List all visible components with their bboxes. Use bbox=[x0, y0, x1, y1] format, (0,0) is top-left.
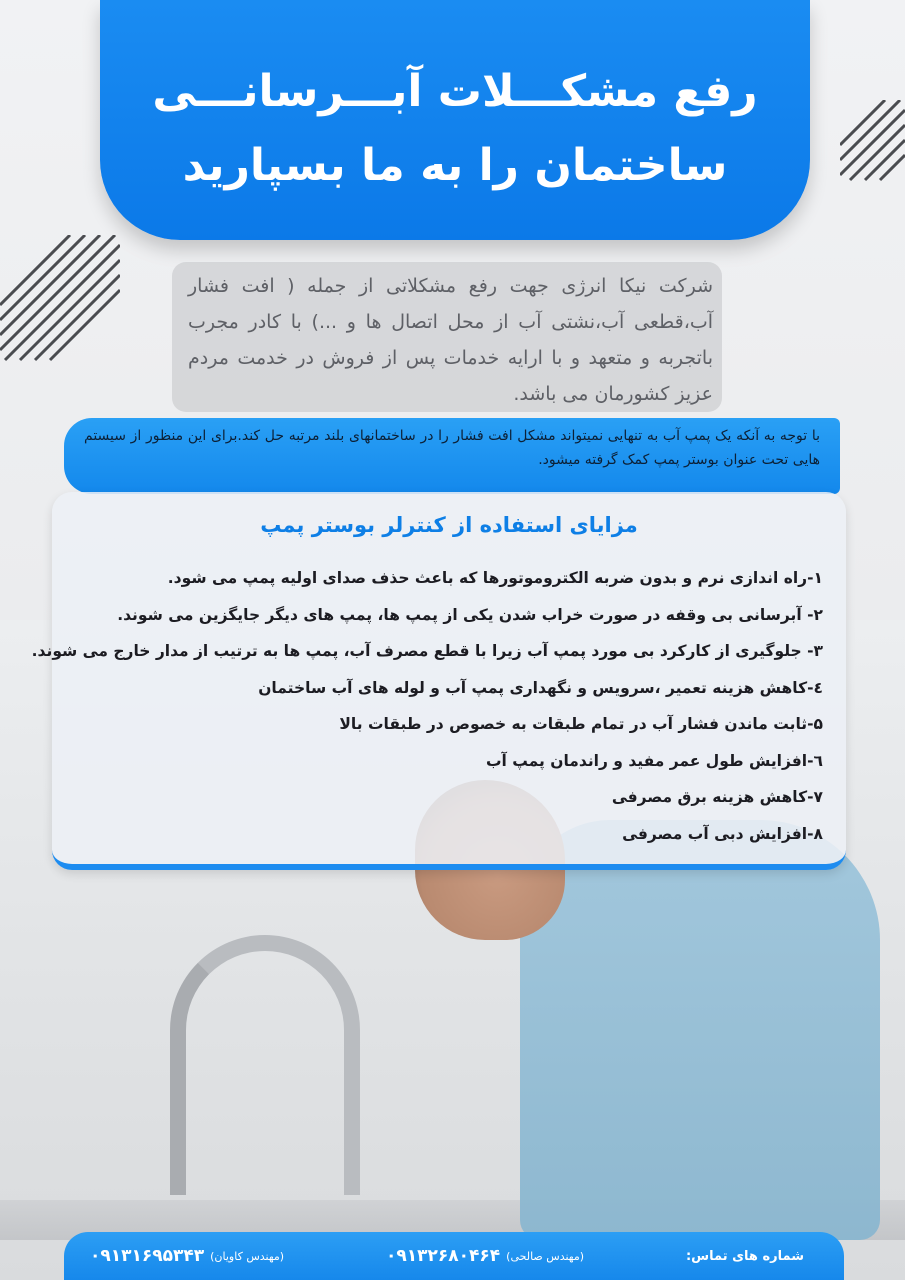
benefit-item: ۱-راه اندازی نرم و بدون ضربه الکتروموتورها که باعث حذف صدای اولیه پمپ می شود. bbox=[167, 569, 823, 587]
contact-phone[interactable]: ۰۹۱۳۱۶۹۵۳۴۳ bbox=[90, 1246, 205, 1266]
hatch-pattern-right bbox=[840, 100, 905, 230]
benefit-item: ٦-افزایش طول عمر مفید و راندمان پمپ آب bbox=[485, 751, 823, 770]
note-text: با توجه به آنکه یک پمپ آب به تنهایی نمیتواند مشکل افت فشار را در ساختمانهای بلند مرتبه حل کند.برای این منظور از سیستم هایی تحت عنوان بوستر پمپ کمک گرفته میشود. bbox=[84, 428, 820, 468]
man-image bbox=[520, 820, 880, 1240]
contact-name: (مهندس صالحی) bbox=[506, 1249, 585, 1263]
faucet-image bbox=[170, 935, 360, 1195]
benefits-title: مزایای استفاده از کنترلر بوستر پمپ bbox=[260, 513, 638, 537]
contact-row bbox=[90, 1238, 804, 1274]
benefit-item: ۷-کاهش هزینه برق مصرفی bbox=[611, 788, 823, 806]
page-title: رفع مشکـــلات آبـــرسانـــی ساختمان را به ما بسپارید bbox=[152, 66, 758, 191]
contact-label: شماره های تماس: bbox=[685, 1248, 804, 1264]
benefit-item: ۳- جلوگیری از کارکرد بی مورد پمپ آب زیرا با قطع مصرف آب، پمپ ها به ترتیب از مدار خارج می شوند. bbox=[31, 642, 823, 660]
contact-entry bbox=[90, 1246, 284, 1266]
benefit-item: ۲- آبرسانی بی وقفه در صورت خراب شدن یکی از پمپ ها، پمپ های دیگر جایگزین می شوند. bbox=[117, 605, 823, 624]
benefit-item: ۸-افزایش دبی آب مصرفی bbox=[622, 824, 823, 843]
benefits-list bbox=[31, 560, 823, 852]
hatch-pattern-left bbox=[0, 235, 120, 375]
benefit-item: ٤-کاهش هزینه تعمیر ،سرویس و نگهداری پمپ آب و لوله های آب ساختمان bbox=[258, 678, 823, 697]
contact-name: (مهندس کاویان) bbox=[210, 1249, 285, 1263]
contact-phone[interactable]: ۰۹۱۳۲۶۸۰۴۶۴ bbox=[386, 1246, 501, 1266]
contact-entry bbox=[386, 1246, 584, 1266]
intro-text: شرکت نیکا انرژی جهت رفع مشکلاتی از جمله ( افت فشار آب،قطعی آب،نشتی آب از محل اتصال ها و ...) با کادر مجرب باتجربه و متعهد و با ارایه خدمات پس از فروش در خدمت مردم عزیز کشورمان می باشد. bbox=[188, 275, 713, 405]
benefit-item: ۵-ثابت ماندن فشار آب در تمام طبقات به خصوص در طبقات بالا bbox=[339, 715, 823, 733]
